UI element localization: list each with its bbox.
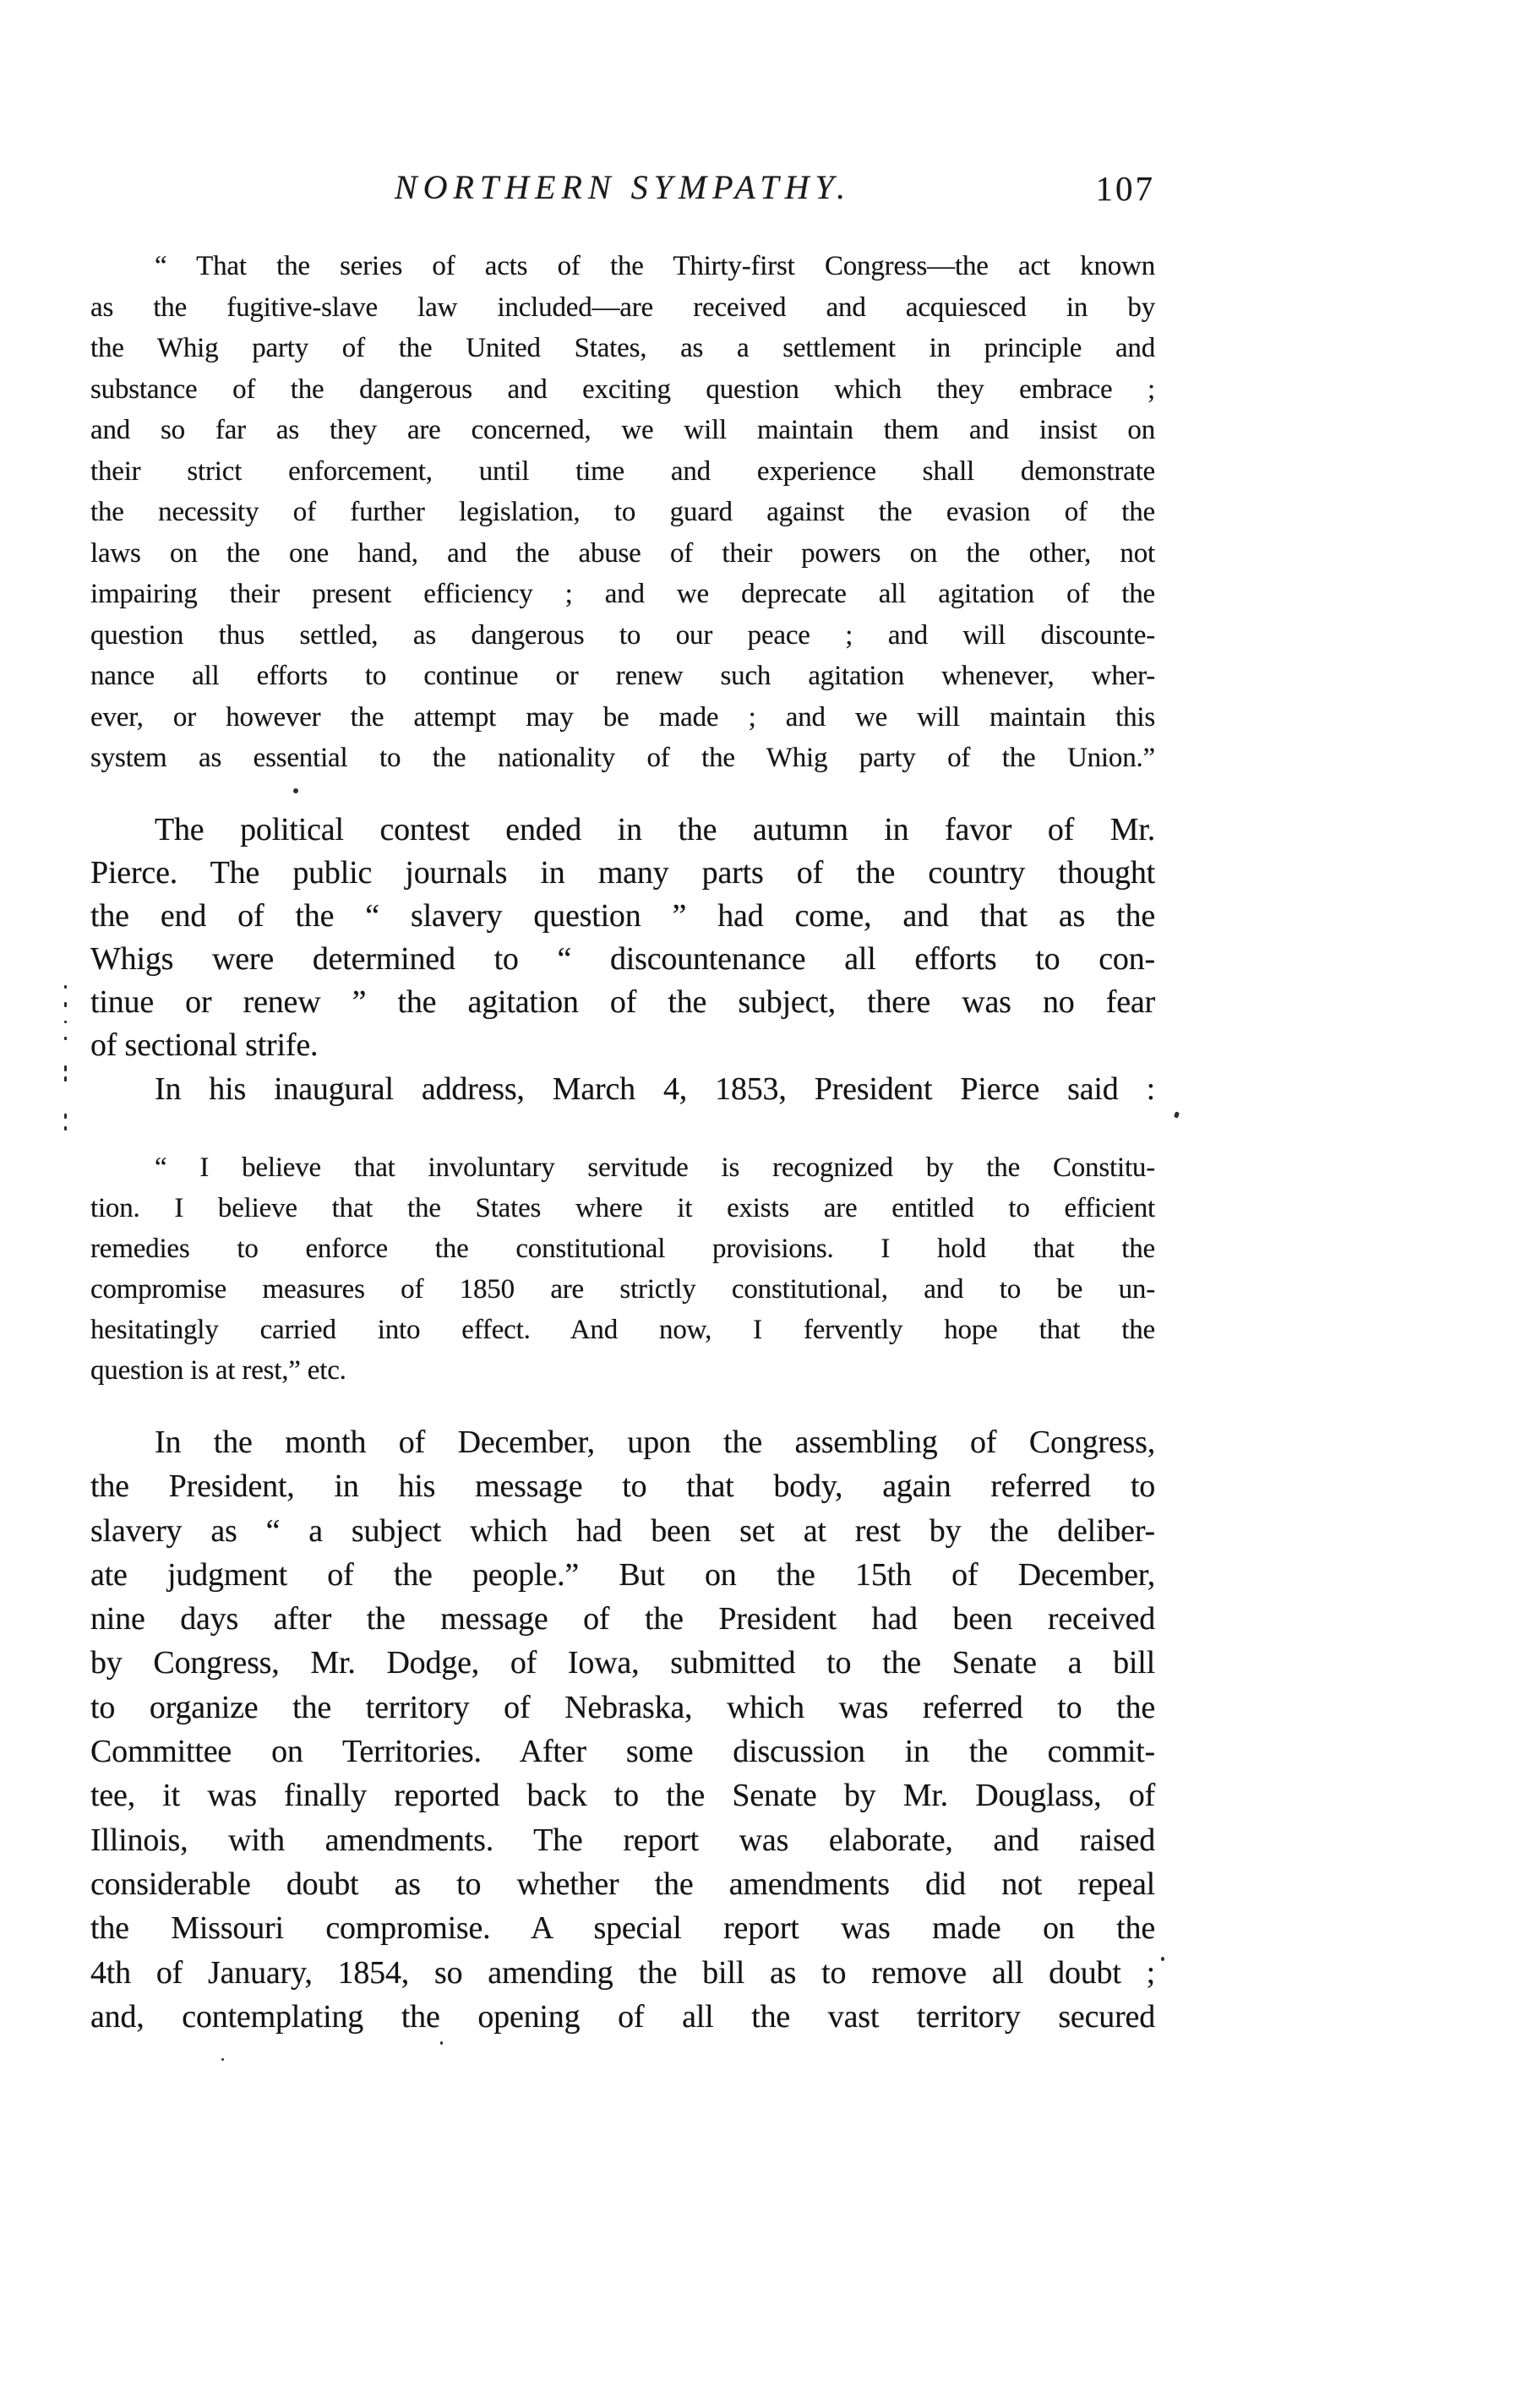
quote-pierce-inaugural [90, 1147, 1155, 1391]
text-line: nance all efforts to continue or renew such agitation whenever, wher- [90, 661, 1155, 691]
page-number: 107 [1095, 169, 1155, 208]
text-line: by Congress, Mr. Dodge, of Iowa, submitted to the Senate a bill [90, 1645, 1155, 1681]
text-line: the President, in his message to that body, again referred to [90, 1468, 1155, 1505]
para-inaugural-intro [90, 1068, 1155, 1111]
text-line: laws on the one hand, and the abuse of their powers on the other, not [90, 537, 1155, 569]
text-line: Committee on Territories. After some discussion in the commit- [90, 1734, 1155, 1770]
quote-whig-platform [90, 246, 1155, 779]
text-line: Illinois, with amendments. The report was elaborate, and raised [90, 1822, 1155, 1858]
text-line: to organize the territory of Nebraska, which was referred to the [90, 1689, 1155, 1725]
text-line: system as essential to the nationality of the Whig party of the Union.” [90, 743, 1155, 773]
text-line: Pierce. The public journals in many parts of the country thought [90, 855, 1155, 891]
text-line: The political contest ended in the autumn in favor of Mr. [155, 812, 1155, 847]
text-line: the Missouri compromise. A special report was made on the [90, 1910, 1155, 1947]
ink-speck [440, 2041, 443, 2045]
text-line: considerable doubt as to whether the amendments did not repeal [90, 1866, 1155, 1902]
scan-artifact-tick [64, 1021, 67, 1023]
scan-artifact-tick [64, 1037, 67, 1040]
text-line: substance of the dangerous and exciting question which they embrace ; [90, 373, 1155, 405]
text-line: their strict enforcement, until time and experience shall demonstrate [90, 455, 1155, 487]
text-line: 4th of January, 1854, so amending the bill as to remove all doubt ; [90, 1954, 1155, 1991]
text-line: tee, it was finally reported back to the Senate by Mr. Douglass, of [90, 1778, 1155, 1814]
text-line: and, contemplating the opening of all the vast territory secured [90, 1998, 1155, 2035]
para-nebraska-bill [90, 1420, 1155, 2039]
para-political-contest [90, 809, 1155, 1067]
scan-artifact-tick [64, 1065, 67, 1071]
text-line: impairing their present efficiency ; and we deprecate all agitation of the [90, 579, 1155, 609]
text-line: tion. I believe that the States where it exists are entitled to efficient [90, 1193, 1155, 1223]
text-line: nine days after the message of the President had been received [90, 1601, 1155, 1637]
text-line: “ That the series of acts of the Thirty-first Congress—the act known [155, 251, 1155, 281]
text-line: remedies to enforce the constitutional provisions. I hold that the [90, 1234, 1155, 1264]
scan-artifact-tick [64, 1114, 67, 1119]
text-line: compromise measures of 1850 are strictly constitutional, and to be un- [90, 1274, 1155, 1305]
text-line: as the fugitive-slave law included—are received and acquiesced in by [90, 291, 1155, 323]
running-head-title: NORTHERN SYMPATHY. [394, 168, 852, 206]
text-line: question thus settled, as dangerous to our peace ; and will discounte- [90, 619, 1155, 651]
text-line: and so far as they are concerned, we will maintain them and insist on [90, 415, 1155, 445]
text-line: ate judgment of the people.” But on the 15th of December, [90, 1556, 1155, 1593]
ink-speck [1174, 1111, 1180, 1118]
text-line: the necessity of further legislation, to guard against the evasion of the [90, 497, 1155, 527]
text-line: hesitatingly carried into effect. And now, I fervently hope that the [90, 1315, 1155, 1345]
scan-artifact-tick [64, 985, 67, 989]
text-line: slavery as “ a subject which had been set at rest by the deliber- [90, 1512, 1155, 1549]
text-line: In the month of December, upon the assembling of Congress, [155, 1425, 1155, 1460]
ink-speck [1161, 1957, 1164, 1961]
text-line: the Whig party of the United States, as a settlement in principle and [90, 333, 1155, 363]
scan-artifact-tick [64, 1076, 67, 1081]
text-line: tinue or renew ” the agitation of the subject, there was no fear [90, 984, 1155, 1020]
text-line: question is at rest,” etc. [90, 1355, 346, 1386]
page-header [90, 167, 1155, 220]
text-line: the end of the “ slavery question ” had come, and that as the [90, 898, 1155, 934]
ink-speck [221, 2058, 224, 2061]
text-line: “ I believe that involuntary servitude is recognized by the Constitu- [155, 1152, 1155, 1183]
scan-artifact-tick [64, 1126, 67, 1130]
scan-artifact-tick [64, 1002, 67, 1007]
text-line: In his inaugural address, March 4, 1853, President Pierce said : [155, 1071, 1155, 1107]
ink-speck [293, 788, 298, 793]
text-line: ever, or however the attempt may be made ; and we will maintain this [90, 701, 1155, 733]
text-line: of sectional strife. [90, 1027, 319, 1063]
text-line: Whigs were determined to “ discountenance all efforts to con- [90, 941, 1155, 977]
